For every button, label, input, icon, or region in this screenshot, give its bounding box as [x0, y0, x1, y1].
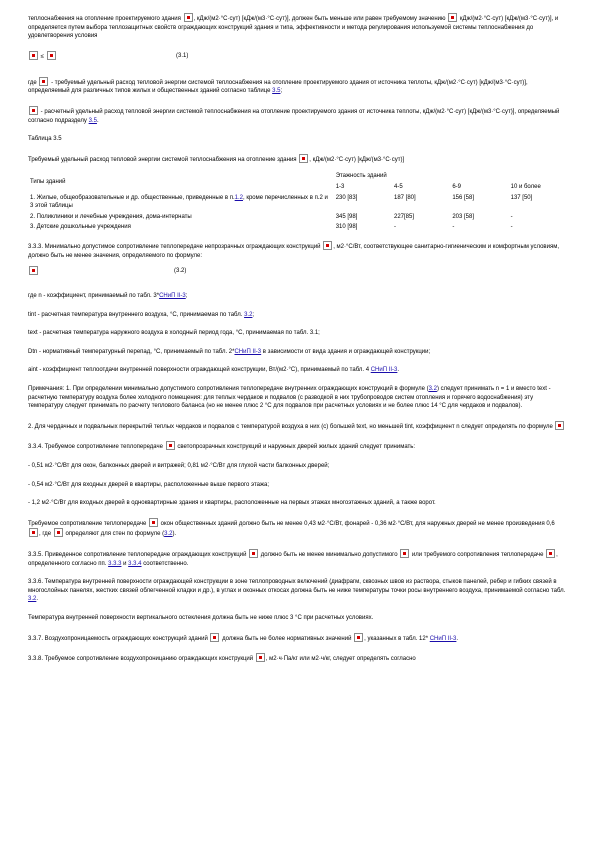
table-cell: 230 [83] — [335, 194, 358, 201]
table-cell: 187 [80] — [394, 194, 416, 201]
paragraph-required-resistance: Требуемое сопротивление теплопередаче окон общественных зданий должно быть не менее 0,43 м2·°С/Вт, фонарей - 0,36 м2·°С/Вт, для наружных дверей не менее произведения 0,6 , где определяют для стен по формуле (3.2). — [28, 518, 567, 539]
paragraph-3-3-5: 3.3.5. Приведенное сопротивление теплопередаче ограждающих конструкций должно быть не менее минимально допустимого или требуемого сопротивления теплопередаче , определенного согласно пп. 3.3.3 и 3.3.4 соответственно. — [28, 549, 567, 568]
link-snip[interactable]: СНиП II-3 — [159, 293, 186, 300]
formula-image-icon — [149, 518, 158, 527]
link-snip[interactable]: СНиП II-3 — [234, 348, 262, 355]
list-item: - 0,51 м2·°С/Вт для окон, балконных дверей и витражей; 0,81 м2·°С/Вт для глухой части балконных дверей; — [28, 463, 330, 470]
formula-image-icon — [323, 241, 332, 250]
paragraph-3-3-4: 3.3.4. Требуемое сопротивление теплопередаче светопрозрачных конструкций и наружных дверей жилых зданий следует принимать: — [28, 441, 567, 452]
formula-image-icon — [299, 154, 308, 163]
definition-tint: tint - расчетная температура внутреннего воздуха, °С, принимаемая по табл. 3.2; — [28, 311, 255, 318]
formula-3-2 — [28, 266, 567, 278]
paragraph-glazing-temperature: Температура внутренней поверхности вертикального остекления должна быть не ниже плюс 3 °С при расчетных условиях. — [28, 614, 374, 621]
list-item: - 0,54 м2·°С/Вт для входных дверей в квартиры, расположенные выше первого этажа; — [28, 481, 269, 488]
list-item: - 1,2 м2·°С/Вт для входных дверей в одноквартирные здания и квартиры, расположенные на первых этажах многоэтажных зданий, а также ворот. — [28, 500, 436, 507]
formula-image-icon — [448, 13, 457, 22]
link-snip[interactable]: СНиП II-3 — [429, 635, 457, 642]
link-subsection-3-5[interactable]: 3.5 — [88, 117, 97, 124]
formula-image-icon — [256, 653, 265, 662]
link-table-3-2[interactable]: 3.2 — [244, 311, 253, 318]
definition-text: text - расчетная температура наружного воздуха в холодный период года, °С, принимаемая по табл. 3.1; — [28, 330, 320, 337]
table-3-5 — [28, 172, 567, 233]
table-cell: 156 [58] — [452, 194, 474, 201]
header-floor-col: 6-9 — [452, 183, 461, 190]
formula-image-icon — [400, 549, 409, 558]
formula-image-icon — [210, 633, 219, 642]
formula-image-icon — [29, 51, 38, 60]
paragraph-energy-consumption: теплоснабжения на отопление проектируемого здания , кДж/(м2·°С·сут) [кДж/(м3·°С·сут)], должен быть меньше или равен требуемому значению кДж/(м2·°С·сут) [кДж/(м3·°С·сут)], и определяется путем выбора теплозащитных свойств ограждающих конструкций здания и типа, эффективности и метода регулирования используемой системы теплоснабжения до удовлетворения условия — [28, 13, 567, 41]
table-row — [28, 212, 567, 223]
formula-image-icon — [29, 266, 38, 275]
row-label: 3. Детские дошкольные учреждения — [30, 224, 131, 231]
table-cell: 203 [58] — [452, 213, 474, 220]
formula-image-icon — [546, 549, 555, 558]
formula-image-icon — [47, 51, 56, 60]
table-cell: 345 [98] — [335, 213, 358, 220]
table-row — [28, 222, 567, 233]
link-item-1-2[interactable]: 1.2 — [234, 194, 243, 201]
note-1: Примечания: 1. При определении минимально допустимого сопротивления теплопередаче внутренних ограждающих конструкций в формуле (3.2) следует принимать n = 1 и вместо text - расчетную температуру воздуха более холодного помещения: для теплых чердаков и подвалов (с разводкой в них трубопроводов систем отопления и горячего водоснабжения) эту температуру следует принимать по расчету теплового баланса (но не менее плюс 2 °С для подвалов при расчетных условиях и не более плюс 14 °С для чердаков и подвалов). — [28, 386, 551, 410]
definition-dtn: Dtn - нормативный температурный перепад, °С, принимаемый по табл. 2*СНиП II-3 в зависимости от вида здания и ограждающей конструкции; — [28, 348, 431, 355]
paragraph-calculated-consumption: - расчетный удельный расход тепловой энергии системой теплоснабжения на отопление проектируемого здания от источника теплоты, кДж/(м2·°С·сут) [кДж/(м3·°С·сут)], определяемый согласно подразделу 3.5. — [28, 106, 567, 125]
table-title: Требуемый удельный расход тепловой энергии системой теплоснабжения на отопление здания , кДж/(м2·°С·сут) [кДж/(м3·°С·сут)] — [28, 154, 567, 165]
table-caption: Таблица 3.5 — [28, 136, 62, 143]
formula-image-icon — [39, 77, 48, 86]
header-floors: Этажность зданий — [335, 173, 387, 180]
formula-image-icon — [354, 633, 363, 642]
definition-aint: aint - коэффициент теплоотдачи внутренней поверхности ограждающей конструкции, Вт/(м2·°С), принимаемый по табл. 4 СНиП II-3. — [28, 367, 400, 374]
formula-3-1 — [28, 51, 567, 63]
link-3-3-4[interactable]: 3.3.4 — [128, 560, 142, 567]
paragraph-3-3-3: 3.3.3. Минимально допустимое сопротивление теплопередаче непрозрачных ограждающих конструкций , м2·°С/Вт, соответствующее санитарно-гигиеническим и комфортным условиям, должно быть не менее значения, определяемого по формуле: — [28, 241, 567, 260]
link-table-3-5[interactable]: 3.5 — [272, 88, 281, 95]
formula-image-icon — [555, 421, 564, 430]
table-cell: 227[85] — [394, 213, 415, 220]
formula-image-icon — [29, 528, 38, 537]
table-header-row — [28, 172, 567, 182]
header-building-type: Типы зданий — [30, 178, 66, 185]
formula-image-icon — [54, 528, 63, 537]
note-2: 2. Для чердачных и подвальных перекрытий теплых чердаков и подвалов с температурой воздуха в них (с) большей text, но меньшей tint, коэффициент n следует определять по формуле — [28, 421, 567, 432]
formula-sign: ≤ — [40, 53, 44, 60]
definition-n: где n - коэффициент, принимаемый по табл. 3*СНиП II-3; — [28, 293, 188, 300]
link-snip[interactable]: СНиП II-3 — [370, 367, 398, 374]
formula-number: (3.2) — [174, 268, 187, 275]
table-row — [28, 193, 567, 212]
paragraph-required-consumption: где - требуемый удельный расход тепловой энергии системой теплоснабжения на отопление проектируемого здания от источника теплоты, кДж/(м2·°С·сут) [кДж/(м3·°С·сут)], определяемый для различных типов жилых и общественных зданий согласно таблице 3.5; — [28, 77, 567, 96]
formula-image-icon — [249, 549, 258, 558]
table-cell: 310 [98] — [335, 224, 358, 231]
link-3-3-3[interactable]: 3.3.3 — [108, 560, 122, 567]
formula-image-icon — [184, 13, 193, 22]
link-formula-3-2[interactable]: 3.2 — [428, 386, 437, 393]
formula-number: (3.1) — [176, 52, 189, 59]
row-label: 1. Жилые, общеобразовательные и др. общественные, приведенные в п.1.2, кроме перечисленных в п.2 и 3 этой таблицы — [30, 194, 328, 210]
formula-image-icon — [29, 106, 38, 115]
header-floor-col: 4-5 — [394, 183, 403, 190]
table-cell: - — [394, 224, 396, 231]
paragraph-3-3-6: 3.3.6. Температура внутренней поверхности ограждающей конструкции в зоне теплопроводных включений (диафрагм, сквозных швов из раствора, стыков панелей, ребер и гибких связей в многослойных панелях, жестких связей облегченной кладки и др.), в углах и оконных откосах должна быть не ниже температуры точки росы внутреннего воздуха, принимаемой согласно табл. 3.2. — [28, 579, 566, 603]
link-table-3-2[interactable]: 3.2 — [28, 596, 37, 603]
paragraph-3-3-7: 3.3.7. Воздухопроницаемость ограждающих конструкций зданий должна быть не более нормативных значений , указанных в табл. 12* СНиП II-3. — [28, 633, 567, 644]
paragraph-3-3-8: 3.3.8. Требуемое сопротивление воздухопроницанию ограждающих конструкций , м2·ч·Па/кг или м2·ч/кг, следует определять согласно — [28, 653, 567, 664]
row-label: 2. Поликлиники и лечебные учреждения, дома-интернаты — [30, 213, 192, 220]
header-floor-col: 1-3 — [335, 183, 345, 190]
formula-image-icon — [166, 441, 175, 450]
table-cell: 137 [50] — [510, 194, 533, 201]
table-cell: - — [510, 213, 513, 220]
table-cell: - — [510, 224, 513, 231]
table-cell: - — [452, 224, 455, 231]
header-floor-col: 10 и более — [510, 183, 541, 190]
link-formula-3-2[interactable]: 3.2 — [164, 531, 173, 538]
